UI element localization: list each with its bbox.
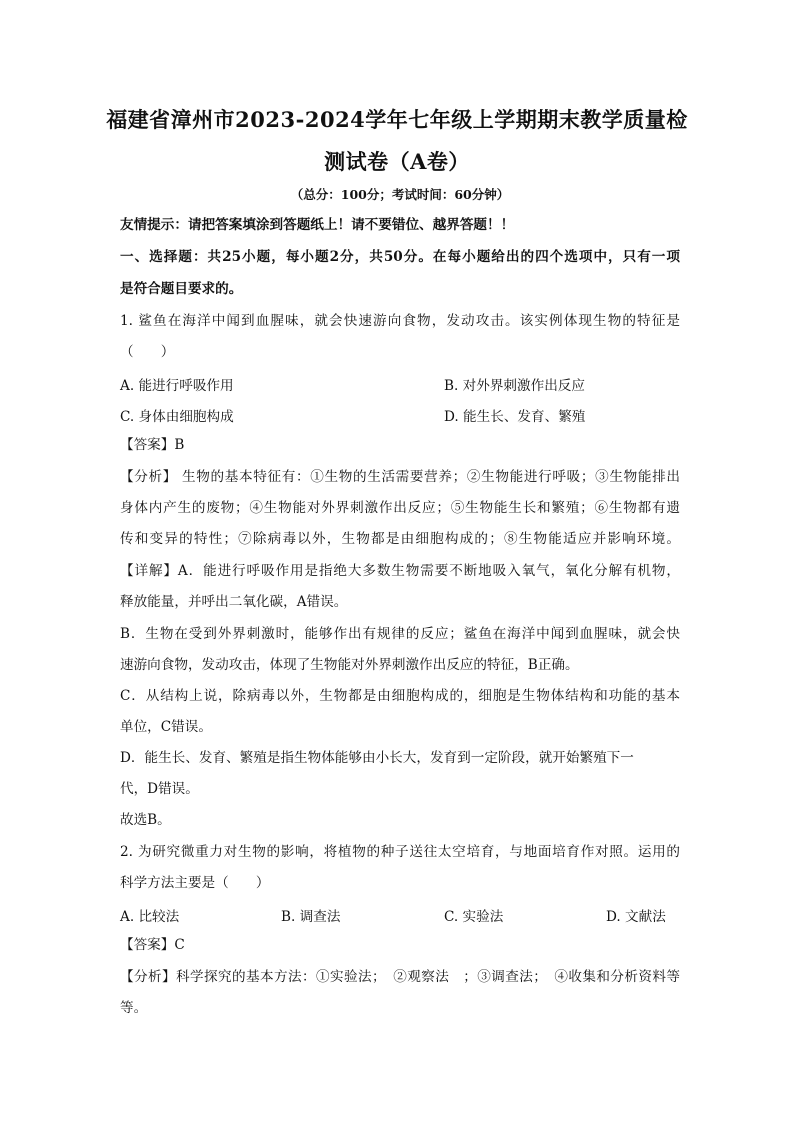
q1-stem-line1: 1. 鲨鱼在海洋中闻到血腥味，就会快速游向食物，发动攻击。该实例体现生物的特征是: [120, 313, 680, 329]
q1-detail-line: D．能生长、发育、繁殖是指生物体能够由小长大，发育到一定阶段，就开始繁殖下一: [120, 750, 634, 766]
q1-option-b: B. 对外界刺激作出反应: [444, 378, 585, 394]
page-title-line1: 福建省漳州市2023-2024学年七年级上学期期末教学质量检: [106, 107, 688, 132]
q1-stem-line2: （ ）: [120, 344, 175, 360]
q2-option-a: A. 比较法: [120, 909, 180, 925]
q1-option-a: A. 能进行呼吸作用: [120, 378, 234, 394]
page-title-line2: 测试卷（A卷）: [324, 149, 470, 174]
q2-analysis-line2: 等。: [120, 1000, 148, 1016]
q1-analysis-line: 身体内产生的废物；④生物能对外界刺激作出反应；⑤生物能生长和繁殖；⑥生物都有遗: [120, 500, 680, 516]
q2-stem-line2: 科学方法主要是（ ）: [120, 875, 270, 891]
q2-answer: 【答案】C: [120, 937, 185, 953]
q1-conclusion: 故选B。: [120, 812, 171, 828]
q1-option-c: C. 身体由细胞构成: [120, 409, 234, 425]
q2-analysis-line1: 【分析】科学探究的基本方法：①实验法； ②观察法 ；③调查法； ④收集和分析资料等: [120, 969, 680, 985]
q1-analysis-line: 【分析】 生物的基本特征有：①生物的生活需要营养；②生物能进行呼吸；③生物能排出: [120, 469, 680, 485]
q1-detail-line: 释放能量，并呼出二氧化碳，A错误。: [120, 594, 348, 610]
q1-detail-line: 【详解】A．能进行呼吸作用是指绝大多数生物需要不断地吸入氧气，氧化分解有机物，: [120, 563, 680, 579]
q1-detail-line: 单位，C错误。: [120, 719, 212, 735]
section1-heading-line2: 是符合题目要求的。: [120, 281, 243, 297]
q1-detail-line: C．从结构上说，除病毒以外，生物都是由细胞构成的，细胞是生物体结构和功能的基本: [120, 688, 680, 704]
q1-analysis-line: 传和变异的特性；⑦除病毒以外，生物都是由细胞构成的；⑧生物能适应并影响环境。: [120, 531, 680, 547]
q2-option-d: D. 文献法: [606, 909, 666, 925]
q2-option-b: B. 调查法: [281, 909, 341, 925]
q1-detail-line: 代，D错误。: [120, 781, 199, 797]
q1-answer: 【答案】B: [120, 437, 185, 453]
q1-option-d: D. 能生长、发育、繁殖: [444, 409, 586, 425]
section1-heading-line1: 一、选择题：共25小题，每小题2分，共50分。在每小题给出的四个选项中，只有一项: [120, 249, 680, 265]
q2-option-c: C. 实验法: [444, 909, 504, 925]
q1-detail-line: B．生物在受到外界刺激时，能够作出有规律的反应；鲨鱼在海洋中闻到血腥味，就会快: [120, 626, 680, 642]
exam-info: （总分：100分；考试时间：60分钟）: [290, 187, 510, 202]
q2-stem-line1: 2. 为研究微重力对生物的影响，将植物的种子送往太空培育，与地面培育作对照。运用的: [120, 844, 680, 860]
q1-detail-line: 速游向食物，发动攻击，体现了生物能对外界刺激作出反应的特征，B正确。: [120, 657, 579, 673]
reminder: 友情提示：请把答案填涂到答题纸上！请不要错位、越界答题！！: [120, 217, 515, 233]
